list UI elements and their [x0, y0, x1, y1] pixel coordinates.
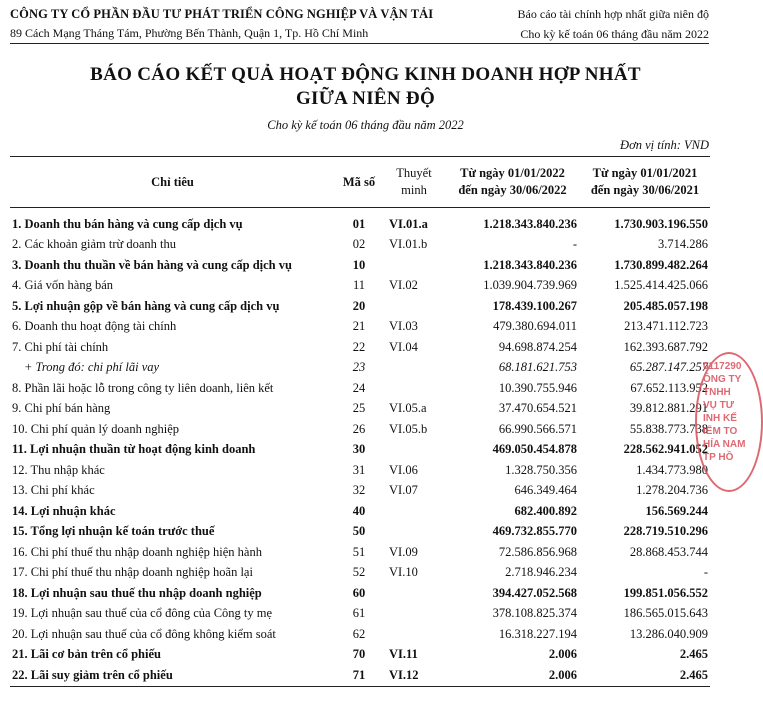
table-row — [10, 317, 710, 338]
row-note — [383, 255, 445, 276]
table-row — [10, 563, 710, 584]
table-row — [10, 665, 710, 686]
row-note — [383, 583, 445, 604]
row-value-previous: 162.393.687.792 — [623, 339, 708, 354]
row-value-previous: 1.730.899.482.264 — [614, 257, 708, 272]
row-item-label: 20. Lợi nhuận sau thuế của cổ đông không kiểm soát — [12, 626, 276, 641]
row-note: VI.12 — [389, 667, 419, 682]
col-header-current: Từ ngày 01/01/2022 đến ngày 30/06/2022 — [458, 166, 567, 197]
row-code: 52 — [352, 565, 366, 580]
table-row — [10, 645, 710, 666]
row-note: VI.05.a — [389, 401, 427, 416]
row-value-current: - — [572, 237, 577, 252]
row-code: 11 — [352, 278, 366, 293]
table-row — [10, 296, 710, 317]
table-row — [10, 358, 710, 379]
row-note — [383, 378, 445, 399]
col-header-item: Chỉ tiêu — [151, 174, 194, 189]
row-item-label: 2. Các khoản giảm trừ doanh thu — [12, 237, 177, 252]
row-code: 21 — [352, 319, 366, 334]
row-note: VI.01.a — [389, 216, 428, 231]
row-item-label: 18. Lợi nhuận sau thuế thu nhập doanh nghiệp — [12, 585, 262, 600]
col-header-previous: Từ ngày 01/01/2021 đến ngày 30/06/2021 — [590, 166, 700, 197]
income-statement-table — [10, 156, 710, 687]
row-code: 32 — [352, 483, 366, 498]
table-row — [10, 501, 710, 522]
row-note: VI.06 — [389, 462, 418, 477]
row-note: VI.05.b — [389, 421, 428, 436]
row-item-label: 15. Tổng lợi nhuận kế toán trước thuế — [12, 524, 215, 539]
report-header-right — [518, 7, 709, 42]
row-note — [383, 358, 445, 379]
row-value-current: 178.439.100.267 — [492, 298, 577, 313]
table-row — [10, 624, 710, 645]
row-note — [383, 501, 445, 522]
table-row — [10, 460, 710, 481]
table-row — [10, 583, 710, 604]
row-value-previous: 28.868.453.744 — [629, 544, 708, 559]
row-item-label: 8. Phần lãi hoặc lỗ trong công ty liên doanh, liên kết — [12, 380, 274, 395]
report-period-header: Cho kỳ kế toán 06 tháng đầu năm 2022 — [520, 27, 709, 41]
row-code: 10 — [352, 257, 366, 272]
row-value-previous: 67.652.113.952 — [630, 380, 708, 395]
row-value-current: 2.718.946.234 — [505, 565, 577, 580]
col-header-note: Thuyết minh — [396, 166, 432, 197]
table-row — [10, 235, 710, 256]
table-header-row — [10, 157, 710, 208]
row-item-label: 14. Lợi nhuận khác — [12, 503, 116, 518]
row-value-previous: 3.714.286 — [658, 237, 708, 252]
row-code: 01 — [352, 216, 366, 231]
row-item-label: 19. Lợi nhuận sau thuế của cổ đông của Công ty mẹ — [12, 606, 273, 621]
row-item-label: 21. Lãi cơ bản trên cổ phiếu — [12, 647, 161, 662]
row-note: VI.04 — [389, 339, 418, 354]
report-type: Báo cáo tài chính hợp nhất giữa niên độ — [517, 7, 709, 21]
row-note — [383, 296, 445, 317]
row-code: 20 — [352, 298, 366, 313]
row-note: VI.02 — [389, 278, 418, 293]
report-header-left — [10, 7, 450, 41]
row-value-previous: - — [703, 565, 708, 580]
row-value-current: 94.698.874.254 — [498, 339, 577, 354]
row-value-previous: 228.562.941.052 — [623, 442, 708, 457]
row-code: 60 — [352, 585, 366, 600]
row-value-current: 2.006 — [548, 667, 577, 682]
row-code: 40 — [352, 503, 366, 518]
row-code: 30 — [352, 442, 366, 457]
table-row — [10, 378, 710, 399]
row-item-label: 13. Chi phí khác — [12, 483, 95, 498]
row-note: VI.03 — [389, 319, 418, 334]
table-row — [10, 399, 710, 420]
row-code: 70 — [352, 647, 366, 662]
row-value-current: 1.328.750.356 — [505, 462, 577, 477]
row-note — [383, 604, 445, 625]
row-note: VI.01.b — [389, 237, 428, 252]
row-value-previous: 199.851.056.552 — [623, 585, 708, 600]
row-value-current: 479.380.694.011 — [493, 319, 577, 334]
row-value-current: 1.218.343.840.236 — [483, 216, 577, 231]
row-note: VI.10 — [389, 565, 418, 580]
row-code: 02 — [352, 237, 366, 252]
row-value-current: 682.400.892 — [514, 503, 577, 518]
table-row — [10, 522, 710, 543]
row-value-previous: 186.565.015.643 — [623, 606, 708, 621]
report-title-line2: GIỮA NIÊN ĐỘ — [295, 88, 436, 109]
company-name: CÔNG TY CỔ PHẦN ĐẦU TƯ PHÁT TRIỂN CÔNG NGHIỆP VÀ VẬN TẢI — [10, 7, 434, 21]
row-value-current: 2.006 — [548, 647, 577, 662]
row-value-current: 37.470.654.521 — [498, 401, 577, 416]
row-item-label: 9. Chi phí bán hàng — [12, 401, 111, 416]
row-value-current: 469.732.855.770 — [492, 524, 577, 539]
table-row — [10, 542, 710, 563]
row-item-label: 5. Lợi nhuận gộp về bán hàng và cung cấp dịch vụ — [12, 298, 280, 313]
row-code: 24 — [352, 380, 366, 395]
header-divider — [10, 43, 709, 44]
row-item-label: 22. Lãi suy giảm trên cổ phiếu — [12, 667, 173, 682]
row-item-label: 6. Doanh thu hoạt động tài chính — [12, 319, 177, 334]
row-code: 62 — [352, 626, 366, 641]
table-row — [10, 208, 710, 235]
col-header-code: Mã số — [342, 174, 376, 189]
row-value-previous: 213.471.112.723 — [624, 319, 708, 334]
row-value-current: 68.181.621.753 — [498, 360, 577, 375]
row-item-label: 11. Lợi nhuận thuần từ hoạt động kinh doanh — [12, 442, 256, 457]
table-row — [10, 255, 710, 276]
row-item-label: 3. Doanh thu thuần về bán hàng và cung cấp dịch vụ — [12, 257, 292, 272]
row-item-label: 7. Chi phí tài chính — [12, 339, 109, 354]
row-value-current: 16.318.227.194 — [498, 626, 577, 641]
row-value-previous: 1.434.773.980 — [636, 462, 708, 477]
row-value-previous: 65.287.147.257 — [629, 360, 708, 375]
row-note — [383, 522, 445, 543]
row-value-current: 10.390.755.946 — [498, 380, 577, 395]
currency-unit: Đơn vị tính: VND — [620, 138, 709, 152]
row-note — [383, 440, 445, 461]
row-item-label: 16. Chi phí thuế thu nhập doanh nghiệp hiện hành — [12, 544, 262, 559]
company-address: 89 Cách Mạng Tháng Tám, Phường Bến Thành, Quận 1, Tp. Hồ Chí Minh — [10, 26, 369, 40]
row-value-previous: 228.719.510.296 — [623, 524, 708, 539]
table-row — [10, 276, 710, 297]
row-value-previous: 13.286.040.909 — [629, 626, 708, 641]
row-note: VI.11 — [389, 647, 418, 662]
row-value-previous: 39.812.881.291 — [629, 401, 708, 416]
row-code: 23 — [352, 360, 366, 375]
table-row — [10, 337, 710, 358]
row-value-current: 1.218.343.840.236 — [483, 257, 577, 272]
row-value-previous: 2.465 — [679, 667, 708, 682]
row-value-current: 66.990.566.571 — [498, 421, 577, 436]
row-item-label: 17. Chi phí thuế thu nhập doanh nghiệp hoãn lại — [12, 565, 253, 580]
row-item-label: 10. Chi phí quản lý doanh nghiệp — [12, 421, 179, 436]
row-value-previous: 1.730.903.196.550 — [614, 216, 708, 231]
row-value-current: 72.586.856.968 — [498, 544, 577, 559]
row-value-previous: 205.485.057.198 — [623, 298, 708, 313]
row-value-previous: 2.465 — [679, 647, 708, 662]
row-item-label: + Trong đó: chi phí lãi vay — [24, 360, 160, 375]
report-period: Cho kỳ kế toán 06 tháng đầu năm 2022 — [267, 118, 464, 132]
row-note: VI.09 — [389, 544, 418, 559]
row-note: VI.07 — [389, 483, 418, 498]
row-item-label: 1. Doanh thu bán hàng và cung cấp dịch vụ — [12, 216, 243, 231]
row-item-label: 4. Giá vốn hàng bán — [12, 278, 114, 293]
row-value-previous: 55.838.773.738 — [629, 421, 708, 436]
table-row — [10, 419, 710, 440]
row-code: 50 — [352, 524, 366, 539]
row-item-label: 12. Thu nhập khác — [12, 462, 105, 477]
table-row — [10, 604, 710, 625]
row-code: 22 — [352, 339, 366, 354]
report-title: BÁO CÁO KẾT QUẢ HOẠT ĐỘNG KINH DOANH HỢP NHẤT — [90, 64, 641, 85]
row-value-current: 646.349.464 — [514, 483, 577, 498]
row-value-current: 394.427.052.568 — [492, 585, 577, 600]
auditor-stamp: 0117290 ÔNG TY TNHH VỤ TƯ INH KẾ IỂM TO HÍA NAM TP HỒ — [695, 352, 763, 492]
row-value-previous: 1.278.204.736 — [636, 483, 708, 498]
table-row — [10, 440, 710, 461]
row-code: 26 — [352, 421, 366, 436]
row-code: 31 — [352, 462, 366, 477]
row-value-previous: 1.525.414.425.066 — [614, 278, 708, 293]
row-code: 51 — [352, 544, 366, 559]
row-code: 71 — [352, 667, 366, 682]
row-value-current: 469.050.454.878 — [492, 442, 577, 457]
row-code: 25 — [352, 401, 366, 416]
row-code: 61 — [352, 606, 366, 621]
row-value-previous: 156.569.244 — [645, 503, 708, 518]
row-value-current: 378.108.825.374 — [492, 606, 577, 621]
row-note — [383, 624, 445, 645]
row-value-current: 1.039.904.739.969 — [483, 278, 577, 293]
table-row — [10, 481, 710, 502]
